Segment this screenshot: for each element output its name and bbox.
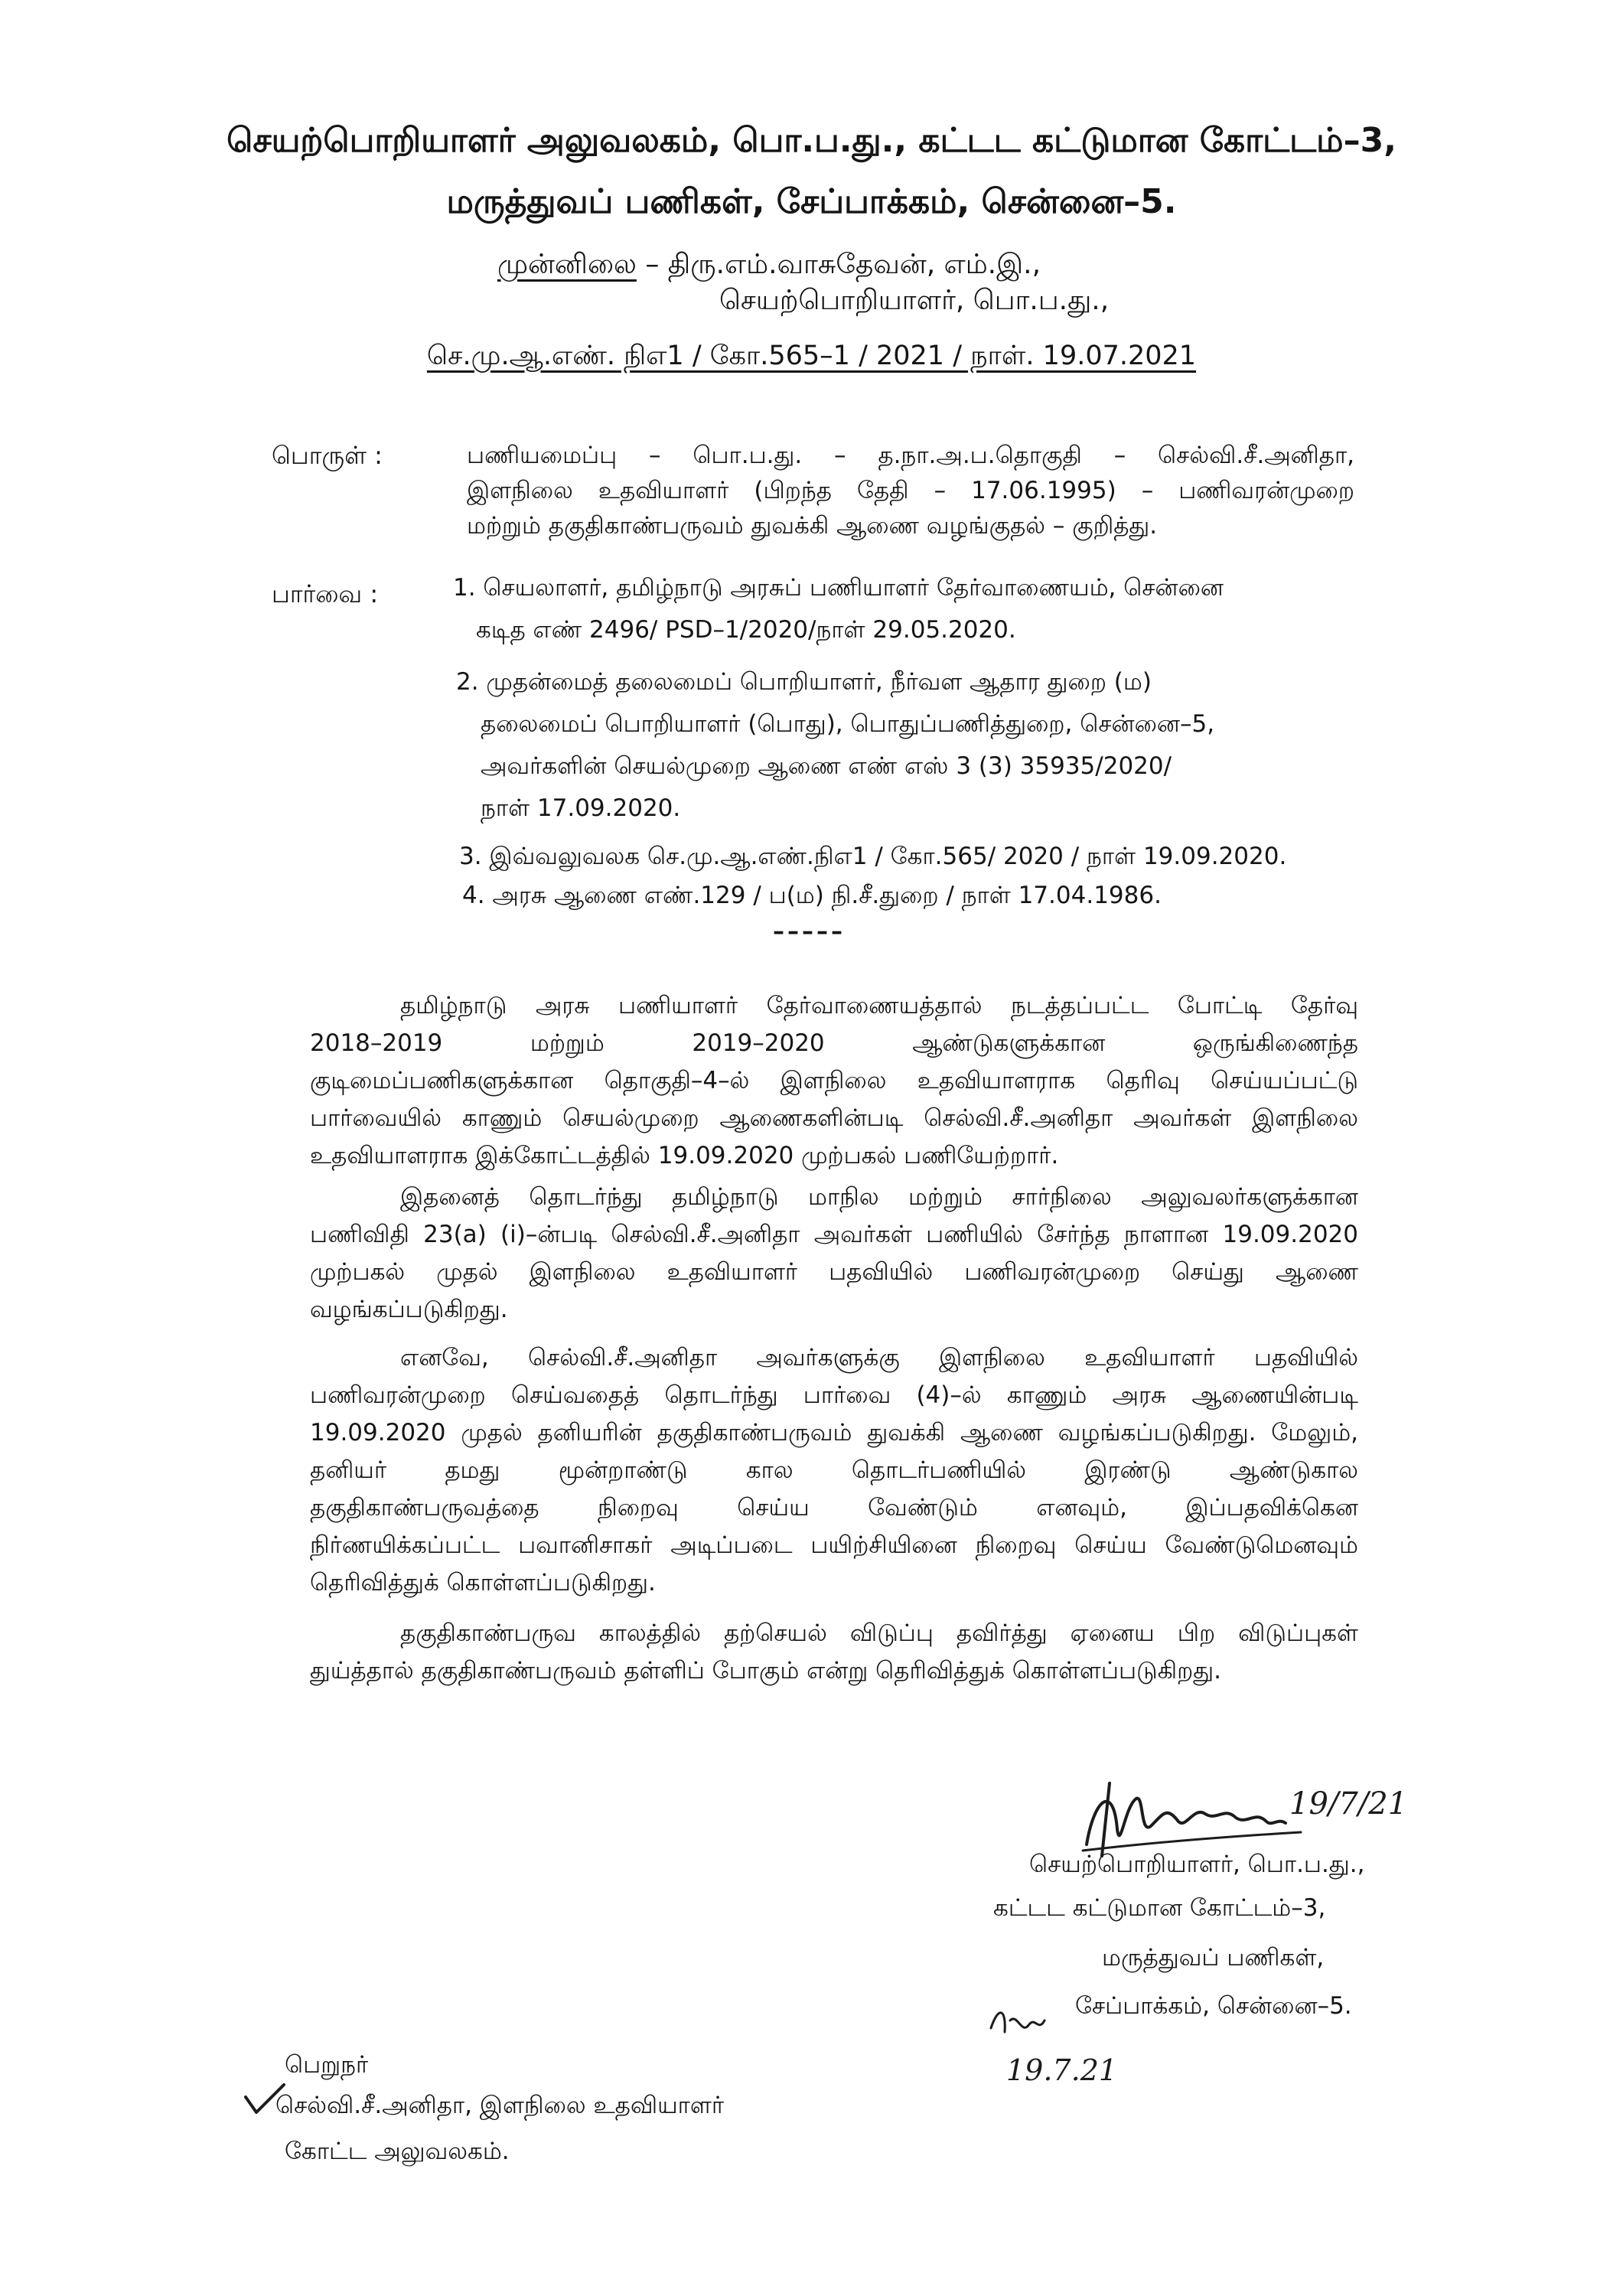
paragraph-line: பணிவிதி 23(a) (i)–ன்படி செல்வி.சீ.அனிதா அவர்கள் பணியில் சேர்ந்த நாளான 19.09.2020: [310, 1221, 1358, 1248]
reference-item-2: 2. முதன்மைத் தலைமைப் பொறியாளர், நீர்வள ஆதார துறை (ம): [456, 668, 1152, 696]
reference-item-2-cont: தலைமைப் பொறியாளர் (பொது), பொதுப்பணித்துறை, சென்னை–5,: [481, 710, 1215, 738]
subject-line: இளநிலை உதவியாளர் (பிறந்த தேதி – 17.06.1995) – பணிவரன்முறை: [467, 477, 1354, 504]
recipient-label: பெறுநர்: [285, 2051, 369, 2079]
subject-text: [467, 438, 1354, 543]
paragraph-2: [310, 1179, 1358, 1329]
reference-item-3: 3. இவ்வலுவலக செ.மு.ஆ.எண்.நிஎ1 / கோ.565/ 2020 / நாள் 19.09.2020.: [459, 843, 1287, 870]
subject-label: பொருள் :: [272, 441, 383, 470]
initial-date: 19.7.21: [1006, 2053, 1118, 2087]
paragraph-line: 19.09.2020 முதல் தனியரின் தகுதிகாண்பருவம் துவக்கி ஆணை வழங்கப்படுகிறது. மேலும்,: [310, 1419, 1358, 1446]
paragraph-line: பணிவரன்முறை செய்வதைத் தொடர்ந்து பார்வை (4)–ல் காணும் அரசு ஆணையின்படி: [310, 1381, 1358, 1409]
reference-item-2-cont: நாள் 17.09.2020.: [481, 794, 681, 822]
reference-item-1-cont: கடித எண் 2496/ PSD–1/2020/நாள் 29.05.2020.: [476, 616, 1016, 644]
paragraph-line: எனவே, செல்வி.சீ.அனிதா அவர்களுக்கு இளநிலை உதவியாளர் பதவியில்: [400, 1344, 1358, 1371]
signature-date: 19/7/21: [1289, 1786, 1408, 1821]
paragraph-3: [310, 1339, 1358, 1602]
recipient-name: செல்வி.சீ.அனிதா, இளநிலை உதவியாளர்: [275, 2092, 725, 2119]
paragraph-1: [310, 987, 1358, 1175]
paragraph-line: தகுதிகாண்பருவத்தை நிறைவு செய்ய வேண்டும் எனவும், இப்பதவிக்கென: [310, 1494, 1358, 1521]
subject-line: பணியமைப்பு – பொ.ப.து. – த.நா.அ.ப.தொகுதி – செல்வி.சீ.அனிதா,: [467, 442, 1354, 469]
paragraph-line: நிர்ணயிக்கப்பட்ட பவானிசாகர் அடிப்படை பயிற்சியினை நிறைவு செய்ய வேண்டுமெனவும்: [310, 1531, 1358, 1559]
signatory-department: மருத்துவப் பணிகள்,: [1102, 1944, 1325, 1971]
office-header-line1: செயற்பொறியாளர் அலுவலகம், பொ.ப.து., கட்டட கட்டுமான கோட்டம்–3,: [227, 121, 1396, 160]
paragraph-line: தமிழ்நாடு அரசு பணியாளர் தேர்வாணையத்தால் நடத்தப்பட்ட போட்டி தேர்வு: [400, 992, 1358, 1019]
references-label: பார்வை :: [272, 579, 379, 608]
paragraph-line: குடிமைப்பணிகளுக்கான தொகுதி–4–ல் இளநிலை உதவியாளராக தெரிவு செய்யப்பட்டு: [310, 1067, 1358, 1094]
paragraph-line: தனியர் தமது மூன்றாண்டு கால தொடர்பணியில் இரண்டு ஆண்டுகால: [310, 1456, 1358, 1484]
paragraph-line: துய்த்தால் தகுதிகாண்பருவம் தள்ளிப் போகும் என்று தெரிவித்துக் கொள்ளப்படுகிறது.: [310, 1657, 1221, 1684]
office-header-line2: மருத்துவப் பணிகள், சேப்பாக்கம், சென்னை–5.: [446, 182, 1177, 221]
reference-item-2-cont: அவர்களின் செயல்முறை ஆணை எண் எஸ் 3 (3) 35935/2020/: [481, 752, 1172, 780]
paragraph-line: தெரிவித்துக் கொள்ளப்படுகிறது.: [310, 1569, 656, 1596]
paragraph-line: உதவியாளராக இக்கோட்டத்தில் 19.09.2020 முற்பகல் பணியேற்றார்.: [310, 1142, 1059, 1169]
signatory-designation: செயற்பொறியாளர், பொ.ப.து.,: [1029, 1851, 1365, 1878]
paragraph-line: வழங்கப்படுகிறது.: [310, 1296, 508, 1323]
paragraph-line: பார்வையில் காணும் செயல்முறை ஆணைகளின்படி செல்வி.சீ.அனிதா அவர்கள் இளநிலை: [310, 1104, 1358, 1132]
subject-line: மற்றும் தகுதிகாண்பருவம் துவக்கி ஆணை வழங்குதல் – குறித்து.: [467, 512, 1158, 540]
handwritten-initial: [976, 1990, 1144, 2105]
reference-number: செ.மு.ஆ.எண். நிஎ1 / கோ.565–1 / 2021 / நாள். 19.07.2021: [426, 341, 1197, 371]
paragraph-line: இதனைத் தொடர்ந்து தமிழ்நாடு மாநில மற்றும் சார்நிலை அலுவலர்களுக்கான: [400, 1183, 1358, 1211]
paragraph-line: 2018–2019 மற்றும் 2019–2020 ஆண்டுகளுக்கான ஒருங்கிணைந்த: [310, 1029, 1358, 1057]
paragraph-4: [310, 1615, 1358, 1690]
separator: –––––: [773, 918, 846, 945]
reference-item-4: 4. அரசு ஆணை எண்.129 / ப(ம) நி.சீ.துறை / நாள் 17.04.1986.: [462, 882, 1162, 909]
presence-name: – திரு.எம்.வாசுதேவன், எம்.இ.,: [636, 249, 1041, 280]
presence-line: [497, 249, 1041, 284]
reference-item-1: 1. செயலாளர், தமிழ்நாடு அரசுப் பணியாளர் தேர்வாணையம், சென்னை: [453, 574, 1224, 602]
recipient-office: கோட்ட அலுவலகம்.: [285, 2138, 510, 2165]
presence-label: முன்னிலை: [497, 249, 637, 280]
signatory-location: சேப்பாக்கம், சென்னை–5.: [1075, 1992, 1352, 2020]
signatory-division: கட்டட கட்டுமான கோட்டம்–3,: [993, 1894, 1326, 1922]
presence-designation: செயற்பொறியாளர், பொ.ப.து.,: [719, 285, 1110, 316]
paragraph-line: தகுதிகாண்பருவ காலத்தில் தற்செயல் விடுப்பு தவிர்த்து ஏனைய பிற விடுப்புகள்: [400, 1619, 1358, 1647]
paragraph-line: முற்பகல் முதல் இளநிலை உதவியாளர் பதவியில் பணிவரன்முறை செய்து ஆணை: [310, 1258, 1358, 1286]
